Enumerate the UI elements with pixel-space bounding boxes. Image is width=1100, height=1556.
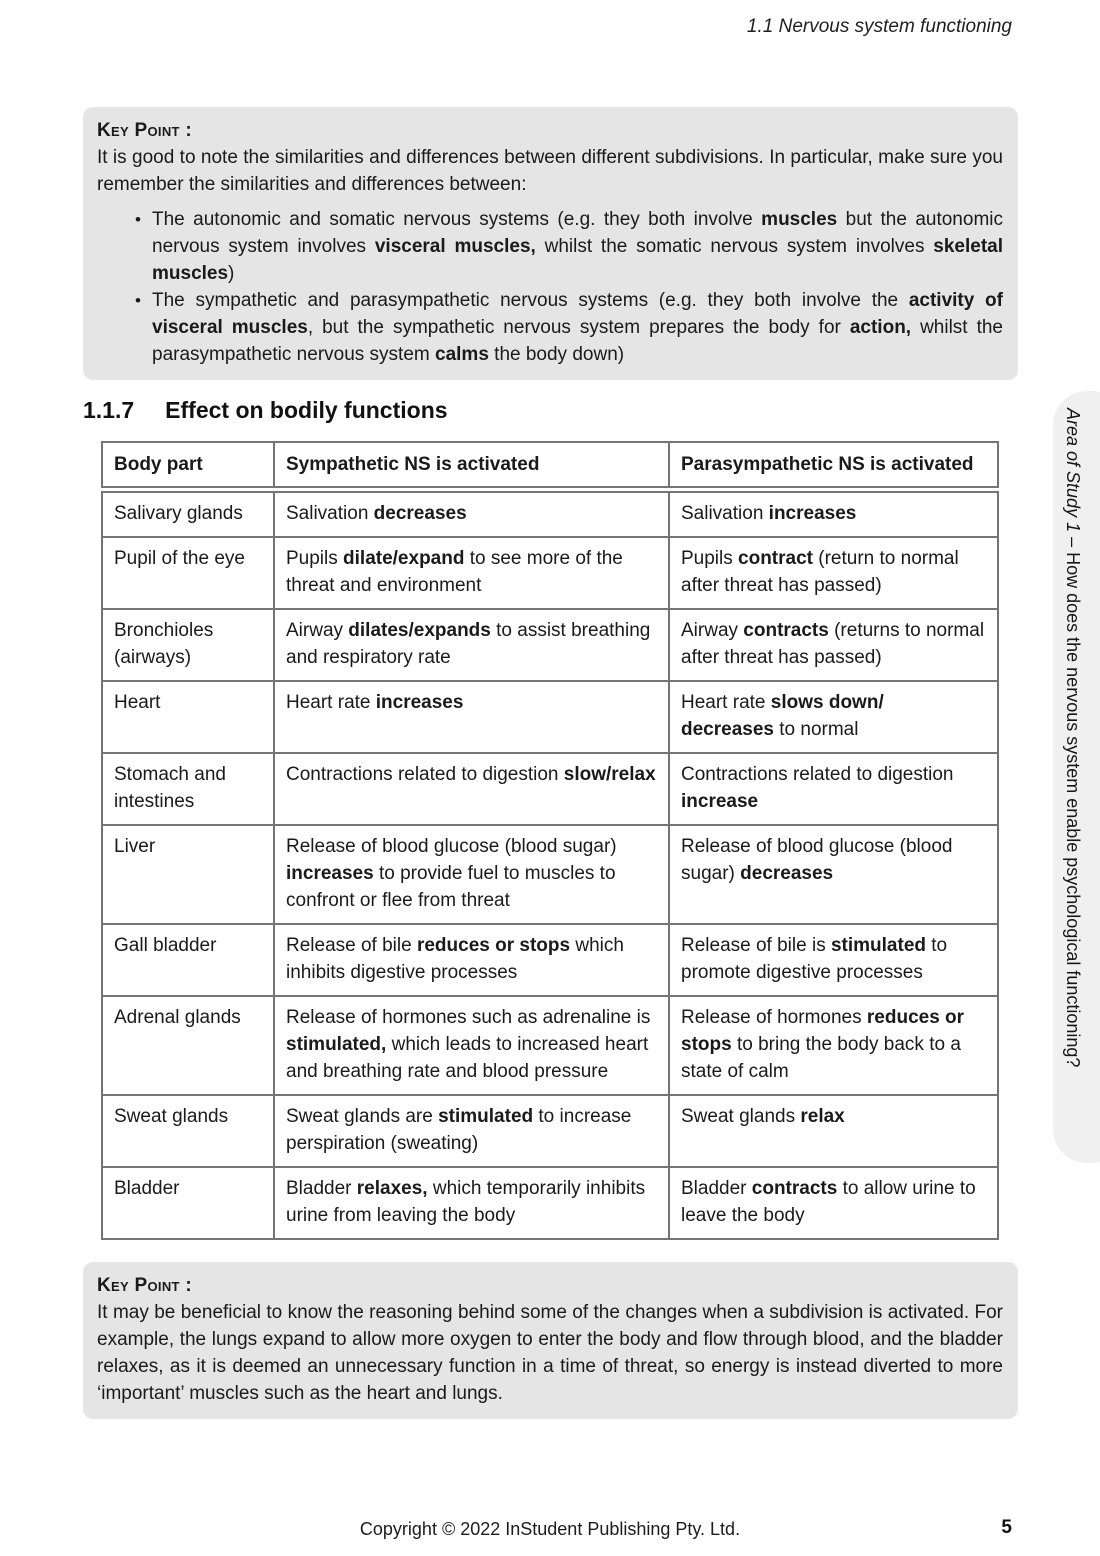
page-number: 5: [1001, 1517, 1012, 1538]
table-row: [102, 996, 998, 1095]
keypoint-text: It may be beneficial to know the reasoning behind some of the changes when a subdivision is activated. For example, the lungs expand to allow more oxygen to enter the body and flow through blood, and the bladder relaxes, as it is deemed an unnecessary function in a time of threat, so energy is instead diverted to more ‘important’ muscles such as the heart and lungs.: [97, 1302, 1003, 1404]
table-row: [102, 609, 998, 681]
parasympathetic-cell: Bladder contracts to allow urine to leave the body: [669, 1167, 998, 1239]
body-part-cell: Stomach and intestines: [102, 753, 274, 825]
keypoint-label: Key Point :: [97, 1275, 192, 1296]
sympathetic-cell: Salivation decreases: [274, 490, 669, 538]
sympathetic-cell: Release of blood glucose (blood sugar) increases to provide fuel to muscles to confront or flee from threat: [274, 825, 669, 924]
side-tab-label-rest: – How does the nervous system enable psychological functioning?: [1063, 537, 1083, 1068]
section-title: Effect on bodily functions: [165, 397, 448, 423]
table-row: [102, 924, 998, 996]
table-header-row: [102, 442, 998, 490]
sympathetic-cell: Bladder relaxes, which temporarily inhibits urine from leaving the body: [274, 1167, 669, 1239]
body-part-cell: Bronchioles (airways): [102, 609, 274, 681]
column-header-body-part: Body part: [102, 442, 274, 490]
parasympathetic-cell: Sweat glands relax: [669, 1095, 998, 1167]
body-part-cell: Salivary glands: [102, 490, 274, 538]
table-row: [102, 681, 998, 753]
body-part-cell: Sweat glands: [102, 1095, 274, 1167]
table-row: [102, 537, 998, 609]
section-number: 1.1.7: [83, 397, 135, 423]
table-header: [102, 442, 998, 490]
table-row: [102, 1095, 998, 1167]
sympathetic-cell: Contractions related to digestion slow/relax: [274, 753, 669, 825]
area-of-study-side-tab: [1053, 391, 1100, 1163]
parasympathetic-cell: Salivation increases: [669, 490, 998, 538]
table-row: [102, 825, 998, 924]
body-part-cell: Bladder: [102, 1167, 274, 1239]
column-header-sympathetic: Sympathetic NS is activated: [274, 442, 669, 490]
body-part-cell: Adrenal glands: [102, 996, 274, 1095]
sympathetic-cell: Heart rate increases: [274, 681, 669, 753]
sympathetic-cell: Sweat glands are stimulated to increase perspiration (sweating): [274, 1095, 669, 1167]
section-heading: [83, 397, 448, 424]
parasympathetic-cell: Heart rate slows down/ decreases to normal: [669, 681, 998, 753]
parasympathetic-cell: Release of hormones reduces or stops to bring the body back to a state of calm: [669, 996, 998, 1095]
footer-copyright: Copyright © 2022 InStudent Publishing Pty. Ltd.: [359, 1519, 741, 1539]
table-body: [102, 490, 998, 1240]
body-part-cell: Gall bladder: [102, 924, 274, 996]
keypoint-intro: It is good to note the similarities and differences between different subdivisions. In particular, make sure you remember the similarities and differences between:: [97, 147, 1003, 195]
running-head: 1.1 Nervous system functioning: [746, 16, 1012, 37]
body-part-cell: Pupil of the eye: [102, 537, 274, 609]
keypoint-bullet: • The sympathetic and parasympathetic nervous systems (e.g. they both involve the activity of visceral muscles, but the sympathetic nervous system prepares the body for action, whilst the parasympathetic nervous system calms the body down): [135, 287, 1003, 368]
parasympathetic-cell: Pupils contract (return to normal after threat has passed): [669, 537, 998, 609]
parasympathetic-cell: Airway contracts (returns to normal after threat has passed): [669, 609, 998, 681]
keypoint-box-top: [83, 107, 1018, 380]
bodily-functions-table: [101, 441, 999, 1240]
keypoint-label: Key Point :: [97, 120, 192, 141]
side-tab-label: [1062, 408, 1083, 1067]
table-row: [102, 490, 998, 538]
keypoint-bullet: • The autonomic and somatic nervous systems (e.g. they both involve muscles but the autonomic nervous system involves visceral muscles, whilst the somatic nervous system involves skeletal muscles): [135, 206, 1003, 287]
body-part-cell: Heart: [102, 681, 274, 753]
keypoint-bullet-list: [97, 206, 1003, 368]
sympathetic-cell: Airway dilates/expands to assist breathing and respiratory rate: [274, 609, 669, 681]
sympathetic-cell: Pupils dilate/expand to see more of the threat and environment: [274, 537, 669, 609]
parasympathetic-cell: Release of blood glucose (blood sugar) decreases: [669, 825, 998, 924]
table-row: [102, 753, 998, 825]
parasympathetic-cell: Release of bile is stimulated to promote digestive processes: [669, 924, 998, 996]
side-tab-label-italic: Area of Study 1: [1063, 408, 1083, 533]
keypoint-box-bottom: [83, 1262, 1018, 1419]
column-header-parasympathetic: Parasympathetic NS is activated: [669, 442, 998, 490]
table-row: [102, 1167, 998, 1239]
parasympathetic-cell: Contractions related to digestion increase: [669, 753, 998, 825]
sympathetic-cell: Release of bile reduces or stops which inhibits digestive processes: [274, 924, 669, 996]
body-part-cell: Liver: [102, 825, 274, 924]
sympathetic-cell: Release of hormones such as adrenaline is stimulated, which leads to increased heart and breathing rate and blood pressure: [274, 996, 669, 1095]
